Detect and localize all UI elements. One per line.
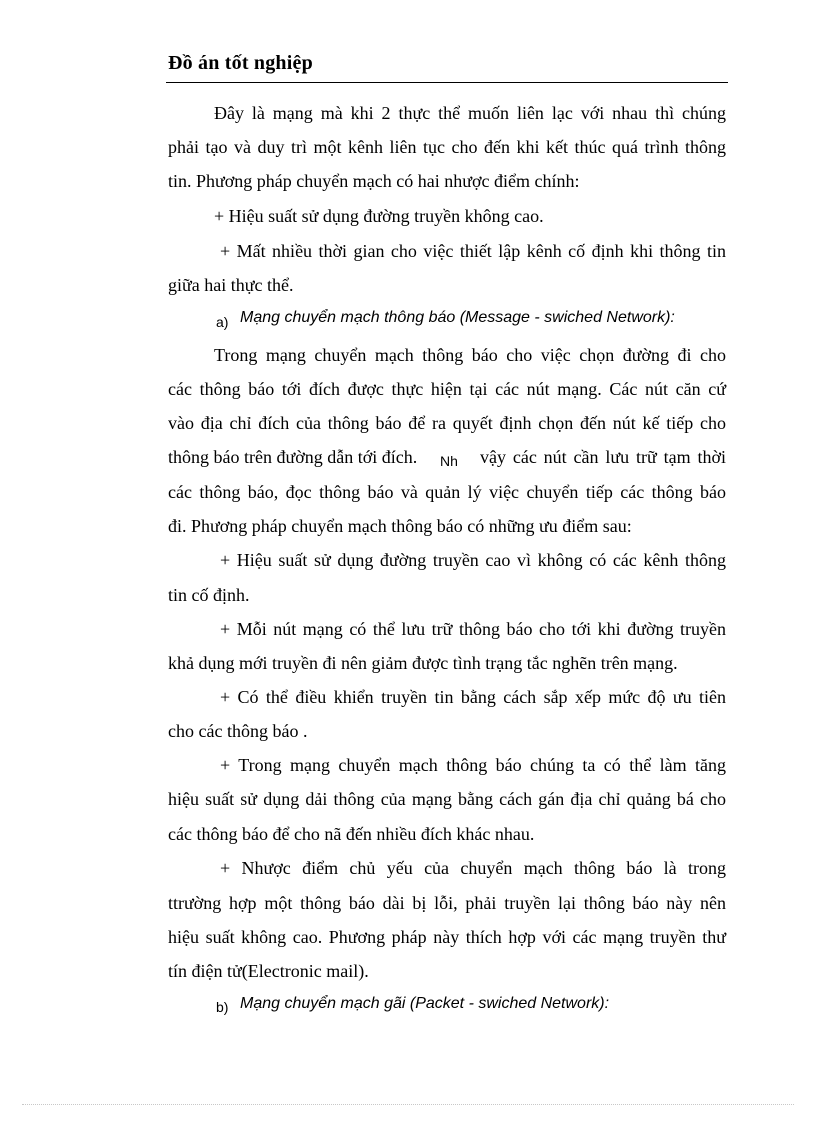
paragraph-line: + Mỗi nút mạng có thể lưu trữ thông báo cho tới khi đường truyền xyxy=(220,619,726,639)
paragraph-line: + Hiệu suất sử dụng đường truyền cao vì không có các kênh thông xyxy=(220,550,726,570)
paragraph-fragment: Nh xyxy=(440,453,458,469)
paragraph-line: + Mất nhiều thời gian cho việc thiết lập kênh cố định khi thông tin xyxy=(220,241,726,261)
header-divider xyxy=(166,82,728,83)
paragraph-line: tin. Phương pháp chuyển mạch có hai nhược điểm chính: xyxy=(168,171,580,191)
section-label: a) xyxy=(216,314,229,330)
paragraph-line: Đây là mạng mà khi 2 thực thể muốn liên lạc với nhau thì chúng xyxy=(214,103,726,123)
section-heading: Mạng chuyển mạch thông báo (Message - swiched Network): xyxy=(240,309,675,326)
paragraph-line: thông báo trên đường dẫn tới đích. xyxy=(168,447,418,467)
paragraph-line: + Trong mạng chuyển mạch thông báo chúng ta có thể làm tăng xyxy=(220,755,726,775)
paragraph-line: tin cố định. xyxy=(168,585,250,605)
paragraph-line: phải tạo và duy trì một kênh liên tục cho đến khi kết thúc quá trình thông xyxy=(168,137,726,157)
section-heading: Mạng chuyển mạch gãi (Packet - swiched Network): xyxy=(240,995,610,1012)
paragraph-line: ttrường hợp một thông báo dài bị lỗi, phải truyền lại thông báo này nên xyxy=(168,893,726,913)
paragraph-line: giữa hai thực thể. xyxy=(168,275,294,295)
paragraph-line: cho các thông báo . xyxy=(168,721,308,741)
paragraph-line: các thông báo để cho nã đến nhiều đích khác nhau. xyxy=(168,824,535,844)
paragraph-line: hiệu suất không cao. Phương pháp này thích hợp với các mạng truyền thư xyxy=(168,927,726,947)
paragraph-line: vậy các nút cần lưu trữ tạm thời xyxy=(480,447,726,467)
paragraph-line: các thông báo, đọc thông báo và quản lý việc chuyển tiếp các thông báo xyxy=(168,482,726,502)
paragraph-line: tín điện tử(Electronic mail). xyxy=(168,961,369,981)
section-label: b) xyxy=(216,999,229,1015)
paragraph-line: Trong mạng chuyển mạch thông báo cho việc chọn đường đi cho xyxy=(214,345,726,365)
page-header-title: Đồ án tốt nghiệp xyxy=(168,52,313,74)
paragraph-line: đi. Phương pháp chuyển mạch thông báo có những ưu điểm sau: xyxy=(168,516,632,536)
paragraph-line: + Hiệu suất sử dụng đường truyền không cao. xyxy=(214,206,544,226)
paragraph-line: hiệu suất sử dụng dải thông của mạng bằng cách gán địa chỉ quảng bá cho xyxy=(168,789,726,809)
paragraph-line: vào địa chỉ đích của thông báo để ra quyết định chọn đến nút kế tiếp cho xyxy=(168,413,726,433)
paragraph-line: khả dụng mới truyền đi nên giảm được tình trạng tắc nghẽn trên mạng. xyxy=(168,653,678,673)
footer-divider xyxy=(22,1104,794,1105)
paragraph-line: + Nhược điểm chủ yếu của chuyển mạch thông báo là trong xyxy=(220,858,726,878)
paragraph-line: các thông báo tới đích được thực hiện tại các nút mạng. Các nút căn cứ xyxy=(168,379,726,399)
paragraph-line: + Có thể điều khiển truyền tin bằng cách sắp xếp mức độ ưu tiên xyxy=(220,687,726,707)
